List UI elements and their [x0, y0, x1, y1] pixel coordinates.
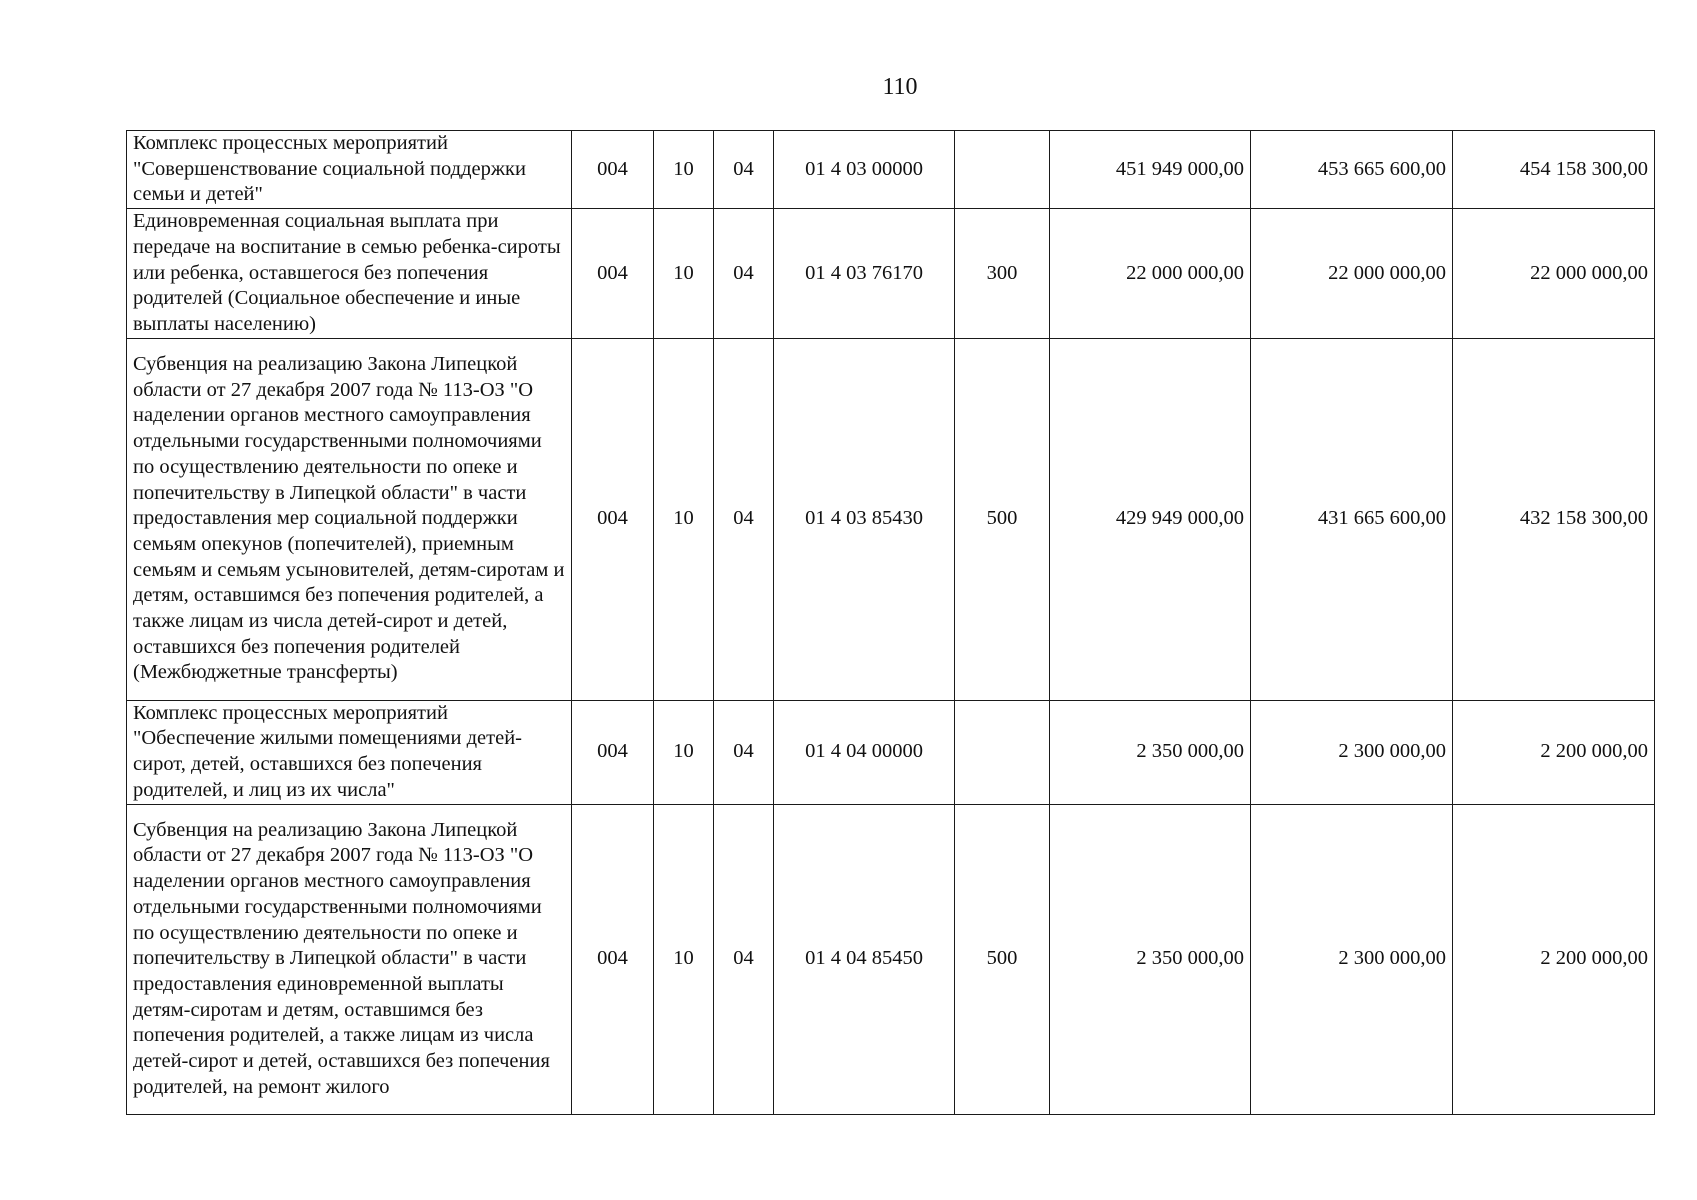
row-name: Единовременная социальная выплата при передаче на воспитание в семью ребенка-сироты или ребенка, оставшегося без попечения родителей (Социальное обеспечение и иные выплаты населению)	[127, 209, 572, 339]
page-number: 110	[882, 74, 918, 100]
section-code: 10	[654, 804, 714, 1114]
row-name: Комплекс процессных мероприятий "Обеспечение жилыми помещениями детей-сирот, детей, оставшихся без попечения родителей, и лиц из их числа"	[127, 700, 572, 804]
row-name: Комплекс процессных мероприятий "Совершенствование социальной поддержки семьи и детей"	[127, 131, 572, 209]
amount-year-3: 22 000 000,00	[1453, 209, 1655, 339]
target-code: 01 4 03 76170	[774, 209, 955, 339]
amount-year-1: 2 350 000,00	[1050, 804, 1251, 1114]
amount-year-3: 2 200 000,00	[1453, 700, 1655, 804]
table-row	[127, 209, 1655, 339]
amount-year-2: 453 665 600,00	[1251, 131, 1453, 209]
row-name: Субвенция на реализацию Закона Липецкой области от 27 декабря 2007 года № 113-ОЗ "О наделении органов местного самоуправления отдельными государственными полномочиями по осуществлению деятельности по опеке и попечительству в Липецкой области" в части предоставления единовременной выплаты детям-сиротам и детям, оставшимся без попечения родителей, а также лицам из числа детей-сирот и детей, оставшихся без попечения родителей, на ремонт жилого	[127, 804, 572, 1114]
table-row	[127, 700, 1655, 804]
subsection-code: 04	[714, 804, 774, 1114]
section-code: 10	[654, 209, 714, 339]
ministry-code: 004	[572, 804, 654, 1114]
subsection-code: 04	[714, 338, 774, 700]
section-code: 10	[654, 700, 714, 804]
table-row	[127, 131, 1655, 209]
target-code: 01 4 03 85430	[774, 338, 955, 700]
section-code: 10	[654, 131, 714, 209]
amount-year-3: 2 200 000,00	[1453, 804, 1655, 1114]
amount-year-2: 22 000 000,00	[1251, 209, 1453, 339]
table-row	[127, 804, 1655, 1114]
amount-year-2: 2 300 000,00	[1251, 700, 1453, 804]
amount-year-2: 431 665 600,00	[1251, 338, 1453, 700]
amount-year-3: 454 158 300,00	[1453, 131, 1655, 209]
subsection-code: 04	[714, 700, 774, 804]
expense-type-code: 500	[955, 804, 1050, 1114]
expense-type-code	[955, 700, 1050, 804]
amount-year-3: 432 158 300,00	[1453, 338, 1655, 700]
amount-year-1: 451 949 000,00	[1050, 131, 1251, 209]
expense-type-code	[955, 131, 1050, 209]
ministry-code: 004	[572, 131, 654, 209]
amount-year-2: 2 300 000,00	[1251, 804, 1453, 1114]
subsection-code: 04	[714, 131, 774, 209]
row-name: Субвенция на реализацию Закона Липецкой области от 27 декабря 2007 года № 113-ОЗ "О наделении органов местного самоуправления отдельными государственными полномочиями по осуществлению деятельности по опеке и попечительству в Липецкой области" в части предоставления мер социальной поддержки семьям опекунов (попечителей), приемным семьям и семьям усыновителей, детям-сиротам и детям, оставшимся без попечения родителей, а также лицам из числа детей-сирот и детей, оставшихся без попечения родителей (Межбюджетные трансферты)	[127, 338, 572, 700]
target-code: 01 4 04 85450	[774, 804, 955, 1114]
subsection-code: 04	[714, 209, 774, 339]
amount-year-1: 22 000 000,00	[1050, 209, 1251, 339]
expense-type-code: 500	[955, 338, 1050, 700]
ministry-code: 004	[572, 209, 654, 339]
amount-year-1: 429 949 000,00	[1050, 338, 1251, 700]
budget-table	[126, 130, 1655, 1115]
ministry-code: 004	[572, 338, 654, 700]
table-row	[127, 338, 1655, 700]
amount-year-1: 2 350 000,00	[1050, 700, 1251, 804]
expense-type-code: 300	[955, 209, 1050, 339]
ministry-code: 004	[572, 700, 654, 804]
target-code: 01 4 03 00000	[774, 131, 955, 209]
section-code: 10	[654, 338, 714, 700]
target-code: 01 4 04 00000	[774, 700, 955, 804]
